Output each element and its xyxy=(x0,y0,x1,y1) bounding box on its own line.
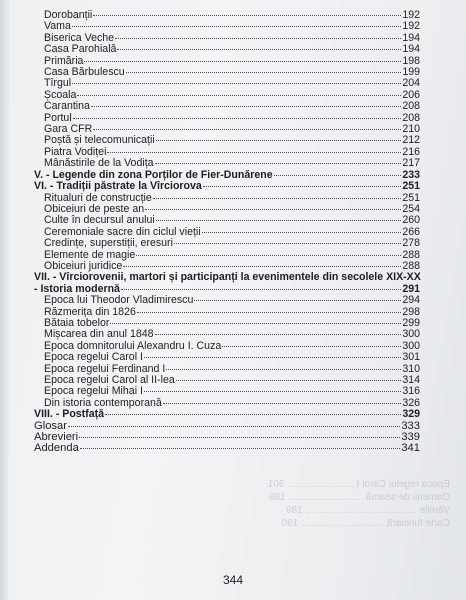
toc-leader-dots xyxy=(202,232,402,233)
toc-entry-page: 251 xyxy=(402,180,420,193)
toc-entry-page: 208 xyxy=(402,111,420,124)
toc-entry xyxy=(34,432,420,443)
toc-entry-title: Obiceiuri juridice xyxy=(44,259,123,272)
toc-entry-page: 233 xyxy=(402,168,420,181)
toc-entry xyxy=(34,78,420,89)
toc-entry xyxy=(34,181,420,192)
toc-entry-page: 314 xyxy=(402,374,420,386)
toc-entry xyxy=(34,295,420,306)
toc-entry-title: Ritualuri de construcție xyxy=(44,191,152,204)
toc-entry-title: - Istoria modernă xyxy=(34,282,120,295)
toc-entry xyxy=(34,421,420,432)
toc-entry xyxy=(34,158,420,169)
toc-entry-title: Ceremoniale sacre din ciclul vieții xyxy=(44,225,201,238)
toc-leader-dots xyxy=(93,15,401,16)
toc-leader-dots xyxy=(72,26,401,27)
toc-entry-title: Obiceiuri de peste an xyxy=(44,202,145,215)
toc-entry-title: Școala xyxy=(44,88,77,101)
toc-entry-page: 288 xyxy=(402,248,420,261)
toc-leader-dots xyxy=(155,163,402,164)
toc-entry-page: 260 xyxy=(402,214,420,227)
toc-entry-page: 217 xyxy=(402,157,420,170)
toc-leader-dots xyxy=(68,426,400,427)
toc-entry-title: Din istoria contemporană xyxy=(44,396,162,409)
toc-entry-title: Dorobanții xyxy=(44,9,93,21)
toc-leader-dots xyxy=(145,209,401,210)
toc-entry-title: Portul xyxy=(44,111,72,124)
toc-entry xyxy=(34,238,420,249)
toc-entry-title: Vama xyxy=(44,20,71,33)
toc-entry-page: 192 xyxy=(402,9,420,21)
toc-entry-title: Epoca regelui Mihai I xyxy=(44,385,143,398)
toc-entry-page: 210 xyxy=(402,123,420,136)
toc-entry-title: VII. - Vîrciorovenii, martori și participanți la evenimentele din secolele XIX-XX xyxy=(34,271,421,284)
toc-leader-dots xyxy=(156,140,402,141)
toc-entry-title: Epoca regelui Ferdinand I xyxy=(44,362,166,375)
toc-leader-dots xyxy=(84,61,401,62)
toc-entry-title: Răzmerița din 1826 xyxy=(44,305,136,318)
toc-entry-page: 310 xyxy=(402,362,420,375)
toc-entry-page: 316 xyxy=(402,385,420,398)
toc-entry-page: 278 xyxy=(402,237,420,250)
page-number: 344 xyxy=(222,573,244,587)
toc-leader-dots xyxy=(274,175,402,176)
toc-leader-dots xyxy=(123,266,401,267)
toc-entry-page: 212 xyxy=(402,134,420,147)
toc-leader-dots xyxy=(115,38,401,39)
toc-leader-dots xyxy=(144,391,401,392)
toc-entry xyxy=(34,352,420,363)
toc-entry-page: 300 xyxy=(402,328,420,341)
toc-leader-dots xyxy=(73,118,402,119)
toc-leader-dots xyxy=(105,414,401,415)
toc-leader-dots xyxy=(174,243,401,244)
toc-entry-page: 251 xyxy=(402,191,420,204)
toc-entry xyxy=(34,44,420,55)
toc-entry-page: 216 xyxy=(402,145,420,158)
toc-entry-title: Epoca lui Theodor Vladimirescu xyxy=(44,294,194,307)
toc-leader-dots xyxy=(72,83,401,84)
toc-entry-title: Glosar xyxy=(34,419,67,432)
toc-entry xyxy=(34,67,420,78)
toc-entry-page: 288 xyxy=(402,259,420,272)
toc-entry-title: Primăria xyxy=(44,54,84,67)
toc-entry-page: 192 xyxy=(402,20,420,33)
toc-leader-dots xyxy=(222,346,401,347)
toc-leader-dots xyxy=(136,255,401,256)
toc-leader-dots xyxy=(137,312,401,313)
toc-entry-title: Bătaia tobelor xyxy=(44,316,110,329)
toc-leader-dots xyxy=(117,49,401,50)
toc-entry-title: Mișcarea din anul 1848 xyxy=(44,328,154,341)
toc-leader-dots xyxy=(194,300,401,301)
toc-entry-title: Piatra Vodiței xyxy=(44,145,107,158)
toc-entry-title: Gara CFR xyxy=(44,123,93,136)
toc-entry-title: Casa Parohială xyxy=(44,43,117,56)
toc-entry xyxy=(34,443,420,454)
table-of-contents xyxy=(34,10,420,455)
toc-entry xyxy=(34,101,420,112)
toc-entry-title: Poștă și telecomunicații xyxy=(44,134,155,147)
toc-leader-dots xyxy=(176,380,402,381)
toc-entry-title: V. - Legende din zona Porților de Fier-Dunărene xyxy=(34,168,273,181)
toc-entry-page: 329 xyxy=(402,408,420,421)
toc-entry-title: Epoca domnitorului Alexandru I. Cuza xyxy=(44,339,222,352)
toc-entry-title: Carantina xyxy=(44,100,90,113)
toc-entry-page: 194 xyxy=(402,31,420,44)
toc-entry-page: 206 xyxy=(402,88,420,101)
toc-entry xyxy=(34,90,420,101)
toc-entry-page: 339 xyxy=(401,431,420,444)
toc-leader-dots xyxy=(93,129,401,130)
toc-entry-page: 326 xyxy=(402,396,420,409)
toc-entry-page: 194 xyxy=(402,43,420,56)
toc-entry-title: Credințe, superstiții, eresuri xyxy=(44,237,173,250)
toc-leader-dots xyxy=(107,152,401,153)
toc-leader-dots xyxy=(144,357,401,358)
toc-leader-dots xyxy=(110,323,401,324)
toc-leader-dots xyxy=(153,198,402,199)
toc-entry-title: Elemente de magie xyxy=(44,248,136,261)
toc-leader-dots xyxy=(80,448,401,449)
toc-leader-dots xyxy=(166,369,401,370)
toc-entry-title: Epoca regelui Carol I xyxy=(44,351,143,364)
toc-entry-title: Culte în decursul anului xyxy=(44,214,155,227)
bleed-through-text: Epoca regelui Carol I ........................ 301 Oamenii de seamă ........................... 188 Vămile ........................................ 189 Carte funciară .............................. 190 xyxy=(267,479,450,529)
toc-entry xyxy=(34,215,420,226)
toc-entry xyxy=(34,10,420,21)
toc-entry-title: Addenda xyxy=(34,442,79,455)
toc-leader-dots xyxy=(126,72,402,73)
toc-entry-page: 291 xyxy=(402,282,420,295)
toc-entry-page: 341 xyxy=(401,442,420,455)
toc-entry-title: Tîrgul xyxy=(44,77,72,90)
toc-leader-dots xyxy=(91,106,401,107)
toc-entry-title: Biserica Veche xyxy=(44,31,115,44)
toc-entry-page: 198 xyxy=(402,54,420,67)
toc-entry xyxy=(34,409,420,420)
toc-entry-page: 300 xyxy=(402,339,420,352)
toc-entry-page: 208 xyxy=(402,100,420,113)
toc-leader-dots xyxy=(156,220,402,221)
toc-leader-dots xyxy=(155,334,402,335)
toc-entry-page: 254 xyxy=(402,202,420,215)
toc-entry-title: Epoca regelui Carol al II-lea xyxy=(44,374,175,386)
toc-entry-page: 266 xyxy=(402,225,420,238)
page-gutter-shadow xyxy=(0,0,10,600)
toc-entry-page: 298 xyxy=(402,305,420,318)
toc-entry-title: VIII. - Postfață xyxy=(34,408,105,421)
toc-leader-dots xyxy=(163,403,402,404)
toc-leader-dots xyxy=(203,186,402,187)
toc-leader-dots xyxy=(77,95,401,96)
toc-leader-dots xyxy=(121,289,401,290)
toc-entry-title: VI. - Tradiții păstrate la Vîrciorova xyxy=(34,180,202,193)
toc-entry-page: 199 xyxy=(402,66,420,79)
toc-entry-page: 299 xyxy=(402,316,420,329)
toc-entry-title: Abrevieri xyxy=(34,431,79,444)
toc-entry-page: 333 xyxy=(401,419,420,432)
toc-entry-page: 301 xyxy=(402,351,420,364)
toc-entry-title: Casa Bărbulescu xyxy=(44,66,125,79)
toc-entry-page: 204 xyxy=(402,77,420,90)
toc-entry-page: 294 xyxy=(402,294,420,307)
toc-leader-dots xyxy=(79,437,400,438)
toc-entry-title: Mânăstirile de la Vodița xyxy=(44,157,154,170)
